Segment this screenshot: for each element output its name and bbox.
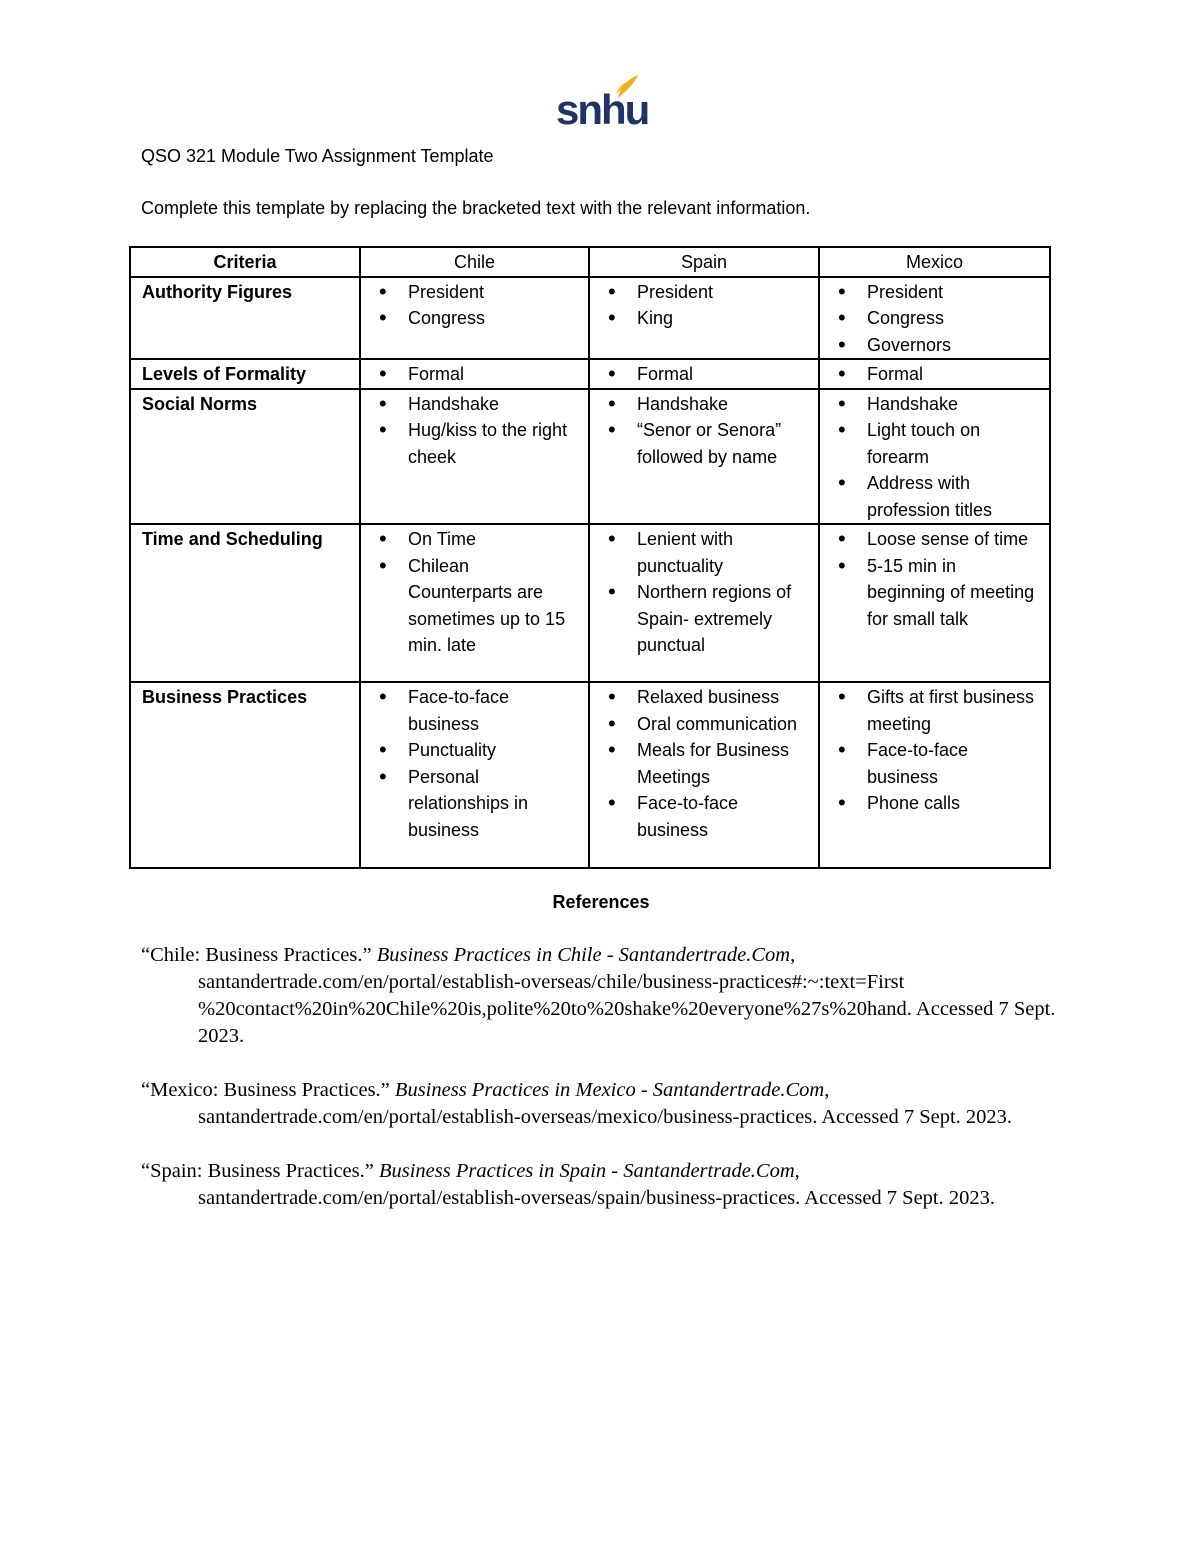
reference-entry (141, 942, 1078, 1050)
cell-chile (360, 682, 589, 868)
reference-details: , santandertrade.com/en/portal/establish-overseas/chile/business-practices#:~:text=First %20contact%20in%20Chile%20is,polite%20to%20shake%20everyone%27s%20hand. Accessed 7 Sept. 2023. (198, 944, 1056, 1047)
bullet-item: • Hug/kiss to the right cheek (372, 417, 578, 470)
reference-entry (141, 1158, 1078, 1212)
references-heading: References (552, 892, 650, 912)
bullet-item: • Gifts at first business meeting (831, 684, 1039, 737)
cell-spain (589, 389, 819, 525)
criteria-label: Social Norms (130, 389, 360, 525)
table-row (130, 682, 1050, 868)
criteria-label: Authority Figures (130, 277, 360, 360)
bullet-item: • Personal relationships in business (372, 764, 578, 844)
bullet-item: • Congress (831, 305, 1039, 332)
bullet-item: • Handshake (601, 391, 808, 418)
bullet-list (831, 279, 1039, 359)
bullet-item: • Relaxed business (601, 684, 808, 711)
header-chile: Chile (360, 247, 589, 277)
reference-title: “Mexico: Business Practices.” (141, 1079, 395, 1101)
bullet-item: • Face-to-face business (601, 790, 808, 843)
bullet-list (372, 361, 578, 388)
bullet-item: • Phone calls (831, 790, 1039, 817)
criteria-label: Levels of Formality (130, 359, 360, 389)
bullet-item: • Chilean Counterparts are sometimes up to 15 min. late (372, 553, 578, 659)
reference-details: , santandertrade.com/en/portal/establish-overseas/spain/business-practices. Accessed 7 Sept. 2023. (198, 1160, 995, 1209)
bullet-list (372, 279, 578, 332)
cell-mexico (819, 682, 1050, 868)
cell-spain (589, 682, 819, 868)
bullet-list (601, 526, 808, 659)
criteria-label: Time and Scheduling (130, 524, 360, 682)
bullet-item: • Governors (831, 332, 1039, 359)
document-title: QSO 321 Module Two Assignment Template (141, 146, 494, 166)
cell-spain (589, 524, 819, 682)
reference-title: “Spain: Business Practices.” (141, 1160, 379, 1182)
reference-entry (141, 1077, 1078, 1131)
bullet-item: • Address with profession titles (831, 470, 1039, 523)
table-row (130, 277, 1050, 360)
bullet-list (831, 684, 1039, 817)
cell-chile (360, 524, 589, 682)
reference-title: “Chile: Business Practices.” (141, 944, 377, 966)
bullet-item: • On Time (372, 526, 578, 553)
bullet-item: • President (372, 279, 578, 306)
bullet-item: • President (601, 279, 808, 306)
table-row (130, 389, 1050, 525)
bullet-item: • Handshake (372, 391, 578, 418)
cell-chile (360, 389, 589, 525)
criteria-label: Business Practices (130, 682, 360, 868)
bullet-list (372, 684, 578, 843)
table-header-row (130, 247, 1050, 277)
bullet-list (601, 279, 808, 332)
reference-source: Business Practices in Mexico - Santandertrade.Com (394, 1079, 825, 1101)
cell-mexico (819, 359, 1050, 389)
bullet-item: • Lenient with punctuality (601, 526, 808, 579)
reference-details: , santandertrade.com/en/portal/establish-overseas/mexico/business-practices. Accessed 7 Sept. 2023. (198, 1079, 1013, 1128)
bullet-list (601, 391, 808, 471)
document-instructions: Complete this template by replacing the bracketed text with the relevant information. (141, 198, 811, 218)
cell-spain (589, 277, 819, 360)
bullet-item: • Formal (831, 361, 1039, 388)
bullet-item: • President (831, 279, 1039, 306)
bullet-list (831, 391, 1039, 524)
table-row (130, 359, 1050, 389)
cell-spain (589, 359, 819, 389)
bullet-item: • Face-to-face business (372, 684, 578, 737)
bullet-list (601, 684, 808, 843)
table-row (130, 524, 1050, 682)
bullet-item: • Formal (601, 361, 808, 388)
cell-chile (360, 277, 589, 360)
criteria-table (129, 246, 1051, 869)
bullet-item: • Formal (372, 361, 578, 388)
bullet-item: • King (601, 305, 808, 332)
cell-mexico (819, 277, 1050, 360)
header-mexico: Mexico (819, 247, 1050, 277)
bullet-item: • Congress (372, 305, 578, 332)
references-section (141, 890, 1061, 1239)
header-spain: Spain (589, 247, 819, 277)
bullet-item: • “Senor or Senora” followed by name (601, 417, 808, 470)
bullet-item: • Light touch on forearm (831, 417, 1039, 470)
reference-source: Business Practices in Chile - Santandertrade.Com (376, 944, 791, 966)
bullet-item: • 5-15 min in beginning of meeting for small talk (831, 553, 1039, 633)
logo-wordmark: snhu (556, 86, 649, 133)
header-criteria: Criteria (130, 247, 360, 277)
cell-chile (360, 359, 589, 389)
bullet-item: • Punctuality (372, 737, 578, 764)
bullet-list (831, 526, 1039, 632)
reference-source: Business Practices in Spain - Santandertrade.Com (378, 1160, 795, 1182)
bullet-item: • Northern regions of Spain- extremely punctual (601, 579, 808, 659)
bullet-list (601, 361, 808, 388)
cell-mexico (819, 389, 1050, 525)
bullet-item: • Handshake (831, 391, 1039, 418)
bullet-item: • Meals for Business Meetings (601, 737, 808, 790)
bullet-item: • Loose sense of time (831, 526, 1039, 553)
bullet-list (372, 526, 578, 659)
bullet-item: • Oral communication (601, 711, 808, 738)
bullet-list (831, 361, 1039, 388)
bullet-item: • Face-to-face business (831, 737, 1039, 790)
snhu-logo (556, 74, 649, 134)
bullet-list (372, 391, 578, 471)
cell-mexico (819, 524, 1050, 682)
